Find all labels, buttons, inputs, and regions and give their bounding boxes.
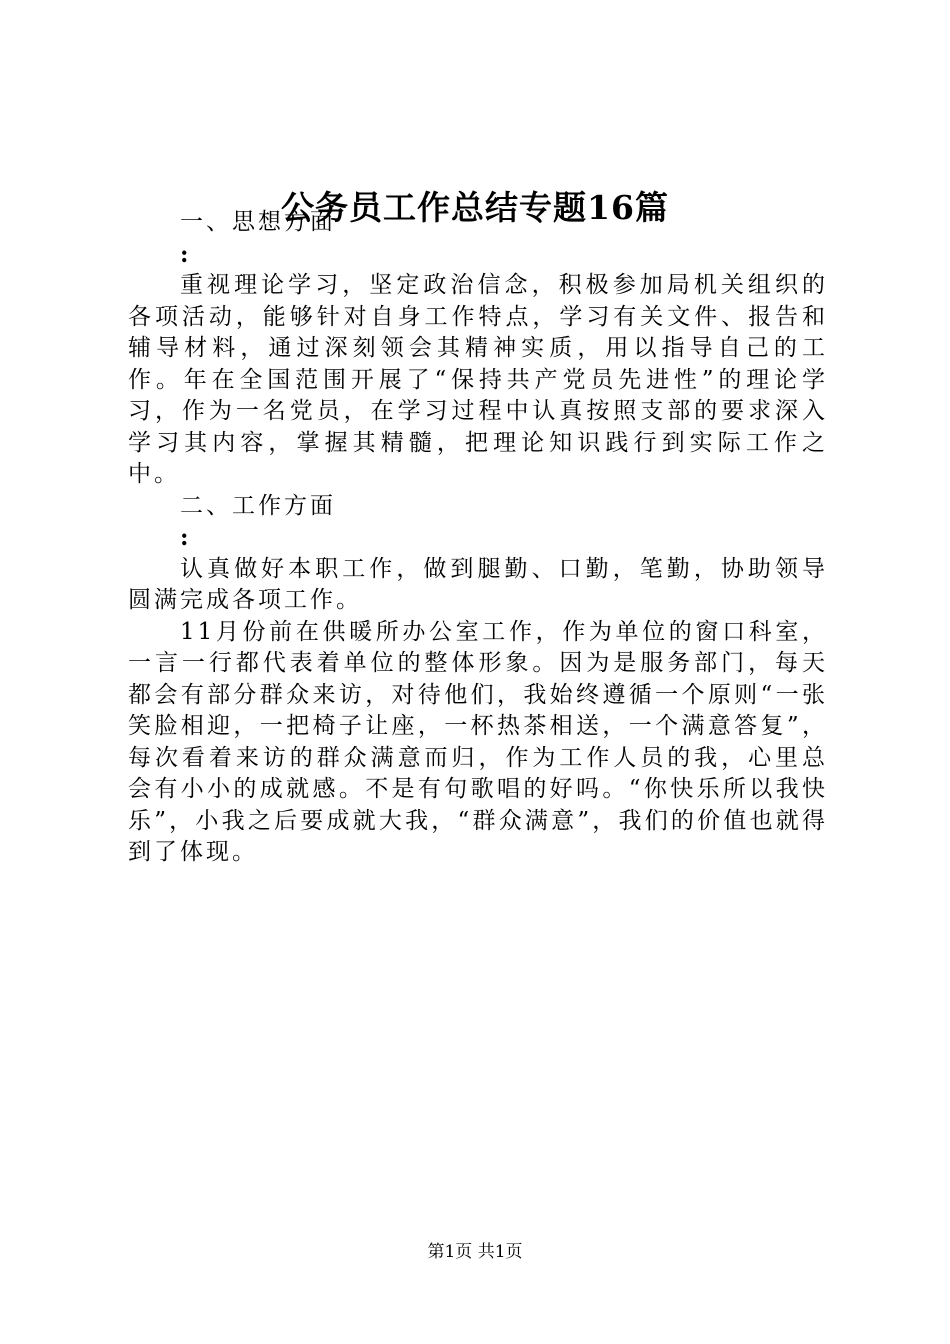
section1-heading: 一、思想方面 — [180, 209, 336, 235]
section2-paragraph-2: 11月份前在供暖所办公室工作，作为单位的窗口科室，一言一行都代表着单位的整体形象。因为是服务部门，每天都会有部分群众来访，对待他们，我始终遵循一个原则“一张笑脸相迎，一把椅子让座，一杯热茶相送，一个满意答复”，每次看着来访的群众满意而归，作为工作人员的我，心里总会有小小的成就感。不是有句歌唱的好吗。“你快乐所以我快乐”，小我之后要成就大我，“群众满意”，我们的价值也就得到了体现。 — [128, 618, 828, 865]
section2-colon: : — [180, 524, 192, 551]
section1-colon: : — [180, 240, 192, 268]
section1-paragraph: 重视理论学习，坚定政治信念，积极参加局机关组织的各项活动，能够针对自身工作特点，学习有关文件、报告和辅导材料，通过深刻领会其精神实质，用以指导自己的工作。年在全国范围开展了“保持共产党员先进性”的理论学习，作为一名党员，在学习过程中认真按照支部的要求深入学习其内容，掌握其精髓，把理论知识践行到实际工作之中。 — [128, 272, 828, 487]
document-body — [128, 207, 828, 869]
section2-heading: 二、工作方面 — [180, 492, 336, 519]
section2-paragraph-1: 认真做好本职工作，做到腿勤、口勤，笔勤，协助领导圆满完成各项工作。 — [128, 555, 828, 613]
document-title: 公务员工作总结专题16篇 — [281, 188, 669, 227]
page-footer: 第1页 共1页 — [427, 1242, 523, 1262]
